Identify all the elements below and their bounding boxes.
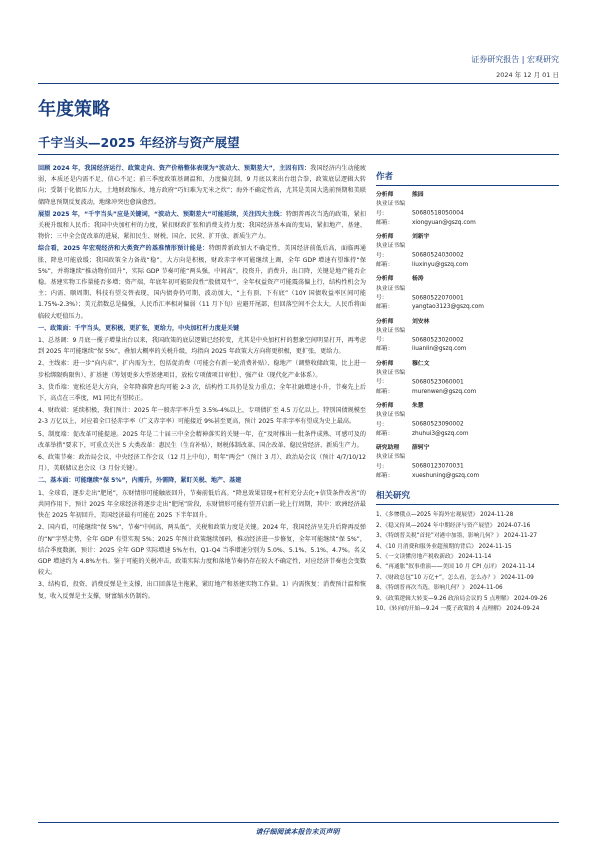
- author-role: 分析师: [376, 360, 394, 367]
- section-heading: 二、基本面：可能继续“保 5%”，内需升，外需降，紧盯关税、地产、基建: [38, 477, 242, 485]
- paragraph-lead: 回顾 2024 年，我国经济运行、政策走向、资产价格整体表现为“波动大、预期差大”，主因有四：: [38, 165, 311, 172]
- section-heading: 一、政策面：千宇当头，更积极，更扩张，更给力，中央加杠杆力度是关键: [38, 324, 240, 332]
- cert-number: S0680522070001: [412, 294, 464, 301]
- list-item: 2、主线索：进一步“向内求”，扩内需为主，包括促消费（可能会有新一轮消费补贴）、稳地产（调整收储政策，比上进一步松绑限购限售）、扩基建（筹划更多大型基建项目，放松专项债项目审批），强产业（现代化产业体系）。: [38, 360, 366, 379]
- list-item: 4、财政端：延续积极，我们预计：2025 年一般赤字率升至 3.5%-4%以上，专项债扩至 4.5 万亿以上，特别国债规模至 2-3 万亿以上，对应着全口径赤字率（广义赤字率）可能接近 9%甚至更高，预计 2025 年赤字率有望成为史上最高。: [38, 407, 366, 426]
- cert-label: 执业证书编号：: [376, 412, 405, 428]
- author-list: [376, 191, 559, 481]
- related-item[interactable]: 9、《政策逻辑大转变—9.26 政治局会议的 5 点理解》 2024-09-26: [376, 595, 548, 602]
- cert-number: S0680518050004: [412, 210, 464, 217]
- author-entry: [376, 360, 559, 397]
- list-item: 1、总基调：9 月底一揽子增量出台以来，我国政策的底层逻辑已经转变，尤其是中央加杠杆的想象空间明显打开，再考虑到 2025 年可能继续“保 5%”，叠加大概率的关税升级，均指向 2025 年政策大方向将更积极，更扩张，更给力。: [38, 337, 366, 356]
- cert-number: S0680524030002: [412, 252, 464, 259]
- related-item[interactable]: 4、《10 月消费和服务业超预期的背后》 2024-11-15: [376, 543, 512, 550]
- email-label: 邮箱：: [376, 262, 394, 269]
- email-label: 邮箱：: [376, 388, 394, 395]
- author-role: 分析师: [376, 234, 394, 241]
- authors-heading: 作者: [376, 170, 559, 186]
- related-item[interactable]: 3、《特朗普关税“首轮”对港中加墨，影响几何？》 2024-11-27: [376, 533, 537, 540]
- list-item: 3、结构看，投资、消费反弹是主支撑，出口回落是主拖累，紧盯地产和基建实物工作量。1）内需恢复：消费预计温和恢复，收入反弹是主支撑，财富缩水仍制约。: [38, 581, 366, 600]
- footer-divider: [38, 822, 559, 823]
- related-heading: 相关研究: [376, 489, 559, 505]
- author-email[interactable]: liuanlin@gszq.com: [412, 346, 467, 353]
- author-email[interactable]: murenwen@gszq.com: [412, 388, 477, 395]
- author-entry: [376, 191, 559, 228]
- cert-label: 执业证书编号：: [376, 285, 405, 301]
- author-name: 杨涛: [412, 276, 424, 283]
- paragraph-lead: 综合看，2025 年宏观经济和大类资产的基准情形预计能是：: [38, 245, 209, 253]
- author-email[interactable]: xueshuning@gszq.com: [412, 473, 480, 480]
- author-entry: [376, 233, 559, 270]
- list-item: 1、全球看，逐步走出“肥尾”，东财情形可能触底回升，节奏前低后高。“降息效果显现+杠杆充分去化+信贷条件改善”的共同作用下，预计 2025 年全球经济将逐步走出“肥尾”阶段，东财情形可能有望开启新一轮上行周期，其中：欧洲经济最快在 2025 年初回升，美国经济最有可能在 2025 下半年回升。: [38, 489, 366, 520]
- cert-label: 执业证书编号：: [376, 243, 405, 259]
- paragraph-body: 特朗普再次当选的政策，紧扣关税升级和人民币；我国中央加杠杆的力度，紧扣财政扩张和消费支持力度；我国经济基本面的变局，紧扣地产、基建、物价；三中全会促改革的进展，紧扣民生、财税、国企、民营、扩开放、新质生产力。: [38, 210, 366, 241]
- cert-number: S0680523090002: [412, 421, 464, 428]
- related-item[interactable]: 1、《多惨俄点—2025 年海外宏观展望》 2024-11-28: [376, 512, 514, 519]
- list-item: 3、货币端：宽松还是大方向，全年降准降息均可能 2-3 次，结构性工具仍是发力重点；全年社融增速小升，节奏先上后下，高点在三季度，M1 同比有望转正。: [38, 383, 366, 403]
- list-item: 2、国内看，可能继续“保 5%”，节奏“中间高、两头低”，关税和政策力度是关键。2024 年，我国经济呈先升后降再反弹的“N”字型走势，全年 GDP 有望实现 5%；2025 年预计政策继续加码，推动经济进一步修复，全年可能继续“保 5%”，结合季度数据，预计：2025 全年 GDP 实际增速 5%左右，Q1-Q4 当季增速分别为 5.0%、5.1%、5.1%、4.7%。名义 GDP 增速约为 4.8%左右。鉴于可能的关税冲击，政策实际力度和落地节奏仍存在较大不确定性，对应经济节奏也会变数较大。: [38, 524, 366, 577]
- related-item[interactable]: 7、《财政总包“10 万亿+”，怎么看，怎么办？》 2024-11-09: [376, 574, 534, 581]
- paragraph-body: 特朗普新政加大不确定性，美国经济前低后高，面临再通胀，降息可能放缓；我国政策全力备战“稳”，大方向是积极，财政赤字率可能继续上调，全年 GDP 增速有望维持“保 5%”，并将继续“推动物价回升”，实际 GDP 节奏可能“两头强，中间高”，投资升，消费升，出口降，关键是地产能否企稳。基建实物工作量能否多增；资产端，年底年初可能阶段性“股债双牛”，全年权益资产可能震荡偏上行，结构性机会为主；内需、顺周期、科技有望交替表现，国内债券仍可期，波动加大，“上有顶、下有底”（10Y 国债收益率区间可能 1.75%-2.3%）；美元指数总是偏强，人民币汇率相对偏弱（11 月下旬）应避开尾部，但回落空间不会太大，人民币将面临较大贬值压力。: [38, 245, 366, 320]
- author-email[interactable]: liuxinyu@gszq.com: [412, 262, 469, 269]
- sidebar: [376, 163, 559, 614]
- author-name: 穆仁文: [412, 360, 430, 367]
- author-email[interactable]: zhuhui3@gszq.com: [412, 430, 469, 437]
- author-name: 刘新宇: [412, 234, 430, 241]
- author-role: 分析师: [376, 192, 394, 198]
- related-item[interactable]: 5、《一文读懂房地产税收新政》 2024-11-14: [376, 553, 492, 560]
- paragraph: [38, 163, 366, 208]
- page-title: 年度策略: [38, 99, 110, 120]
- email-label: 邮箱：: [376, 430, 394, 437]
- related-item[interactable]: 8、《特朗普再次当选，影响几何？》 2024-11-06: [376, 585, 503, 592]
- main-body: [38, 163, 366, 603]
- author-entry: [376, 402, 559, 439]
- author-entry: [376, 318, 559, 355]
- author-name: 朱慧: [412, 402, 424, 409]
- paragraph: [38, 209, 366, 243]
- author-role: 研究助理: [376, 445, 400, 452]
- author-email[interactable]: yangtao3123@gszq.com: [412, 304, 484, 311]
- author-entry: [376, 444, 559, 481]
- author-role: 分析师: [376, 402, 394, 409]
- related-item[interactable]: 10、《转向的开始—9.24 一揽子政策的 4 点理解》 2024-09-24: [376, 605, 540, 612]
- author-entry: [376, 275, 559, 312]
- author-role: 分析师: [376, 276, 394, 283]
- email-label: 邮箱：: [376, 219, 394, 226]
- cert-label: 执业证书编号：: [376, 370, 405, 386]
- cert-label: 执业证书编号：: [376, 454, 405, 470]
- email-label: 邮箱：: [376, 304, 394, 311]
- list-item: 6、政策节奏：政治局会议，中央经济工作会议（12 月上中旬），明年“两会”（预计 3 月）、政治局会议（预计 4/7/10/12 月），美联储议息会议（3 月份关键）。: [38, 454, 366, 473]
- header-divider: [38, 83, 559, 84]
- email-label: 邮箱：: [376, 346, 394, 353]
- related-item[interactable]: 6、“再通胀”叙事重演——美国 10 月 CPI 点评》 2024-11-14: [376, 564, 535, 571]
- author-name: 薛轲宁: [412, 445, 430, 452]
- cert-label: 执业证书编号：: [376, 327, 405, 344]
- author-name: 熊园: [412, 192, 424, 198]
- subtitle-divider: [38, 154, 559, 155]
- author-role: 分析师: [376, 318, 394, 325]
- paragraph-body: 我国经济内生动能疲弱，本质还是内需不足，信心不足；前三季度政策基调温和，力度偏克制，9 月底以来出台组合拳，政策底层逻辑大转向；受制于化债压力大，土地财政缩水，地方政府“巧妇难为无米之炊”；海外不确定性高，尤其是美国大选前预期和美联储降息预期反复波动，地缘冲突也愈演愈烈。: [38, 165, 367, 206]
- related-list: [376, 510, 559, 614]
- author-name: 刘安林: [412, 318, 430, 325]
- page-subtitle: 千宇当头—2025 年经济与资产展望: [38, 135, 240, 150]
- cert-number: S0680523020002: [412, 337, 464, 344]
- cert-number: S0680123070031: [412, 463, 464, 470]
- footer-disclaimer: 请仔细阅读本报告末页声明: [255, 828, 340, 836]
- email-label: 邮箱：: [376, 473, 394, 480]
- report-date: 2024 年 12 月 01 日: [496, 71, 559, 79]
- author-email[interactable]: xiongyuan@gszq.com: [412, 219, 476, 226]
- paragraph: [38, 243, 366, 321]
- related-item[interactable]: 2、《稳又侍风—2024 年中期经济与资产展望》 2024-07-16: [376, 522, 531, 529]
- report-type: 证券研究报告 | 宏观研究: [471, 55, 559, 64]
- cert-label: 执业证书编号：: [376, 201, 405, 217]
- paragraph-lead: 展望 2025 年，“千宇当头”应是关键词，“波动大、预期差大”可能延续，关注四大主线：: [38, 210, 286, 218]
- list-item: 5、制度端：促改革可能提速。2025 年是二十届三中全会精神落实的关键一年，在“及时推出一批条件成熟、可感可及的改革举措”要求下，可重点关注 5 大类改革：惠民生（生育补贴），财税体制改革、国企改革、稳民营经济、新质生产力。: [38, 430, 366, 449]
- cert-number: S0680523060001: [412, 379, 464, 386]
